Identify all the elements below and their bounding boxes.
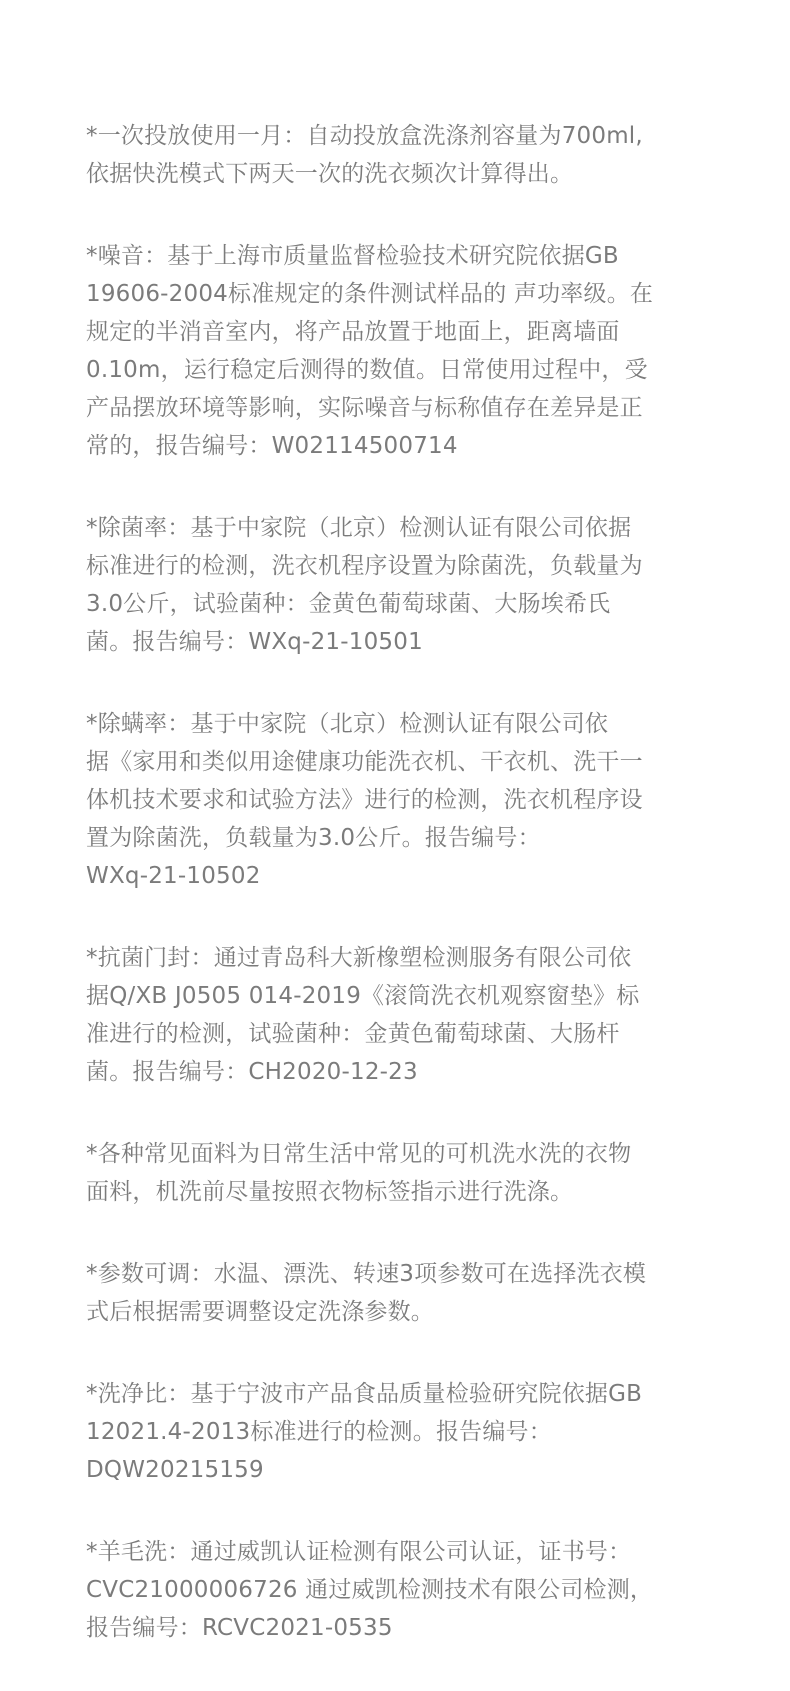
footnote-line: 依据快洗模式下两天一次的洗衣频次计算得出。 xyxy=(86,161,574,187)
footnote-line: 准进行的检测，试验菌种：金黄色葡萄球菌、大肠杆 xyxy=(86,1021,620,1047)
footnote-line: CVC21000006726 通过威凯检测技术有限公司检测， xyxy=(86,1577,654,1603)
footnote-once-a-month xyxy=(86,117,711,193)
footnote-line: *抗菌门封：通过青岛科大新橡塑检测服务有限公司依 xyxy=(86,945,632,971)
footnote-sterilization-rate xyxy=(86,509,711,661)
footnote-antibacterial-door-seal xyxy=(86,939,711,1091)
footnote-line: 报告编号：RCVC2021-0535 xyxy=(86,1615,393,1641)
footnote-line: 产品摆放环境等影响，实际噪音与标称值存在差异是正 xyxy=(86,395,643,421)
footnote-line: 3.0公斤，试验菌种：金黄色葡萄球菌、大肠埃希氏 xyxy=(86,591,611,617)
footnote-line: 菌。报告编号：WXq-21-10501 xyxy=(86,629,423,655)
footnote-line: *羊毛洗：通过威凯认证检测有限公司认证，证书号： xyxy=(86,1539,632,1565)
footnote-line: 据《家用和类似用途健康功能洗衣机、干衣机、洗干一 xyxy=(86,749,643,775)
footnote-line: 0.10m，运行稳定后测得的数值。日常使用过程中，受 xyxy=(86,357,648,383)
footnote-line: 19606-2004标准规定的条件测试样品的 声功率级。在 xyxy=(86,281,654,307)
footnote-line: *参数可调：水温、漂洗、转速3项参数可在选择洗衣模 xyxy=(86,1261,647,1287)
footnote-wool-wash xyxy=(86,1533,711,1647)
footnote-line: *噪音：基于上海市质量监督检验技术研究院依据GB xyxy=(86,243,619,269)
footnote-line: 据Q/XB J0505 014-2019《滚筒洗衣机观察窗垫》标 xyxy=(86,983,640,1009)
footnote-common-fabrics xyxy=(86,1135,711,1211)
footnote-line: 体机技术要求和试验方法》进行的检测，洗衣机程序设 xyxy=(86,787,643,813)
footnote-line: 面料，机洗前尽量按照衣物标签指示进行洗涤。 xyxy=(86,1179,574,1205)
footnote-line: 置为除菌洗，负载量为3.0公斤。报告编号： xyxy=(86,825,541,851)
footnote-line: 常的，报告编号：W02114500714 xyxy=(86,433,458,459)
footnote-adjustable-parameters xyxy=(86,1255,711,1331)
footnote-line: *除螨率：基于中家院（北京）检测认证有限公司依 xyxy=(86,711,609,737)
footnote-line: 标准进行的检测，洗衣机程序设置为除菌洗，负载量为 xyxy=(86,553,643,579)
footnotes-list xyxy=(86,117,711,1691)
footnote-line: *一次投放使用一月：自动投放盒洗涤剂容量为700ml, xyxy=(86,123,643,149)
footnote-line: *除菌率：基于中家院（北京）检测认证有限公司依据 xyxy=(86,515,632,541)
footnote-line: *各种常见面料为日常生活中常见的可机洗水洗的衣物 xyxy=(86,1141,632,1167)
footnote-line: WXq-21-10502 xyxy=(86,863,261,889)
footnote-line: *洗净比：基于宁波市产品食品质量检验研究院依据GB xyxy=(86,1381,643,1407)
footnote-mite-removal-rate xyxy=(86,705,711,895)
footnote-line: 规定的半消音室内，将产品放置于地面上，距离墙面 xyxy=(86,319,620,345)
footnote-line: 式后根据需要调整设定洗涤参数。 xyxy=(86,1299,434,1325)
footnote-line: 12021.4-2013标准进行的检测。报告编号： xyxy=(86,1419,552,1445)
footnote-line: 菌。报告编号：CH2020-12-23 xyxy=(86,1059,418,1085)
footnote-line: DQW20215159 xyxy=(86,1457,264,1483)
footnote-noise xyxy=(86,237,711,465)
footnote-cleaning-ratio xyxy=(86,1375,711,1489)
